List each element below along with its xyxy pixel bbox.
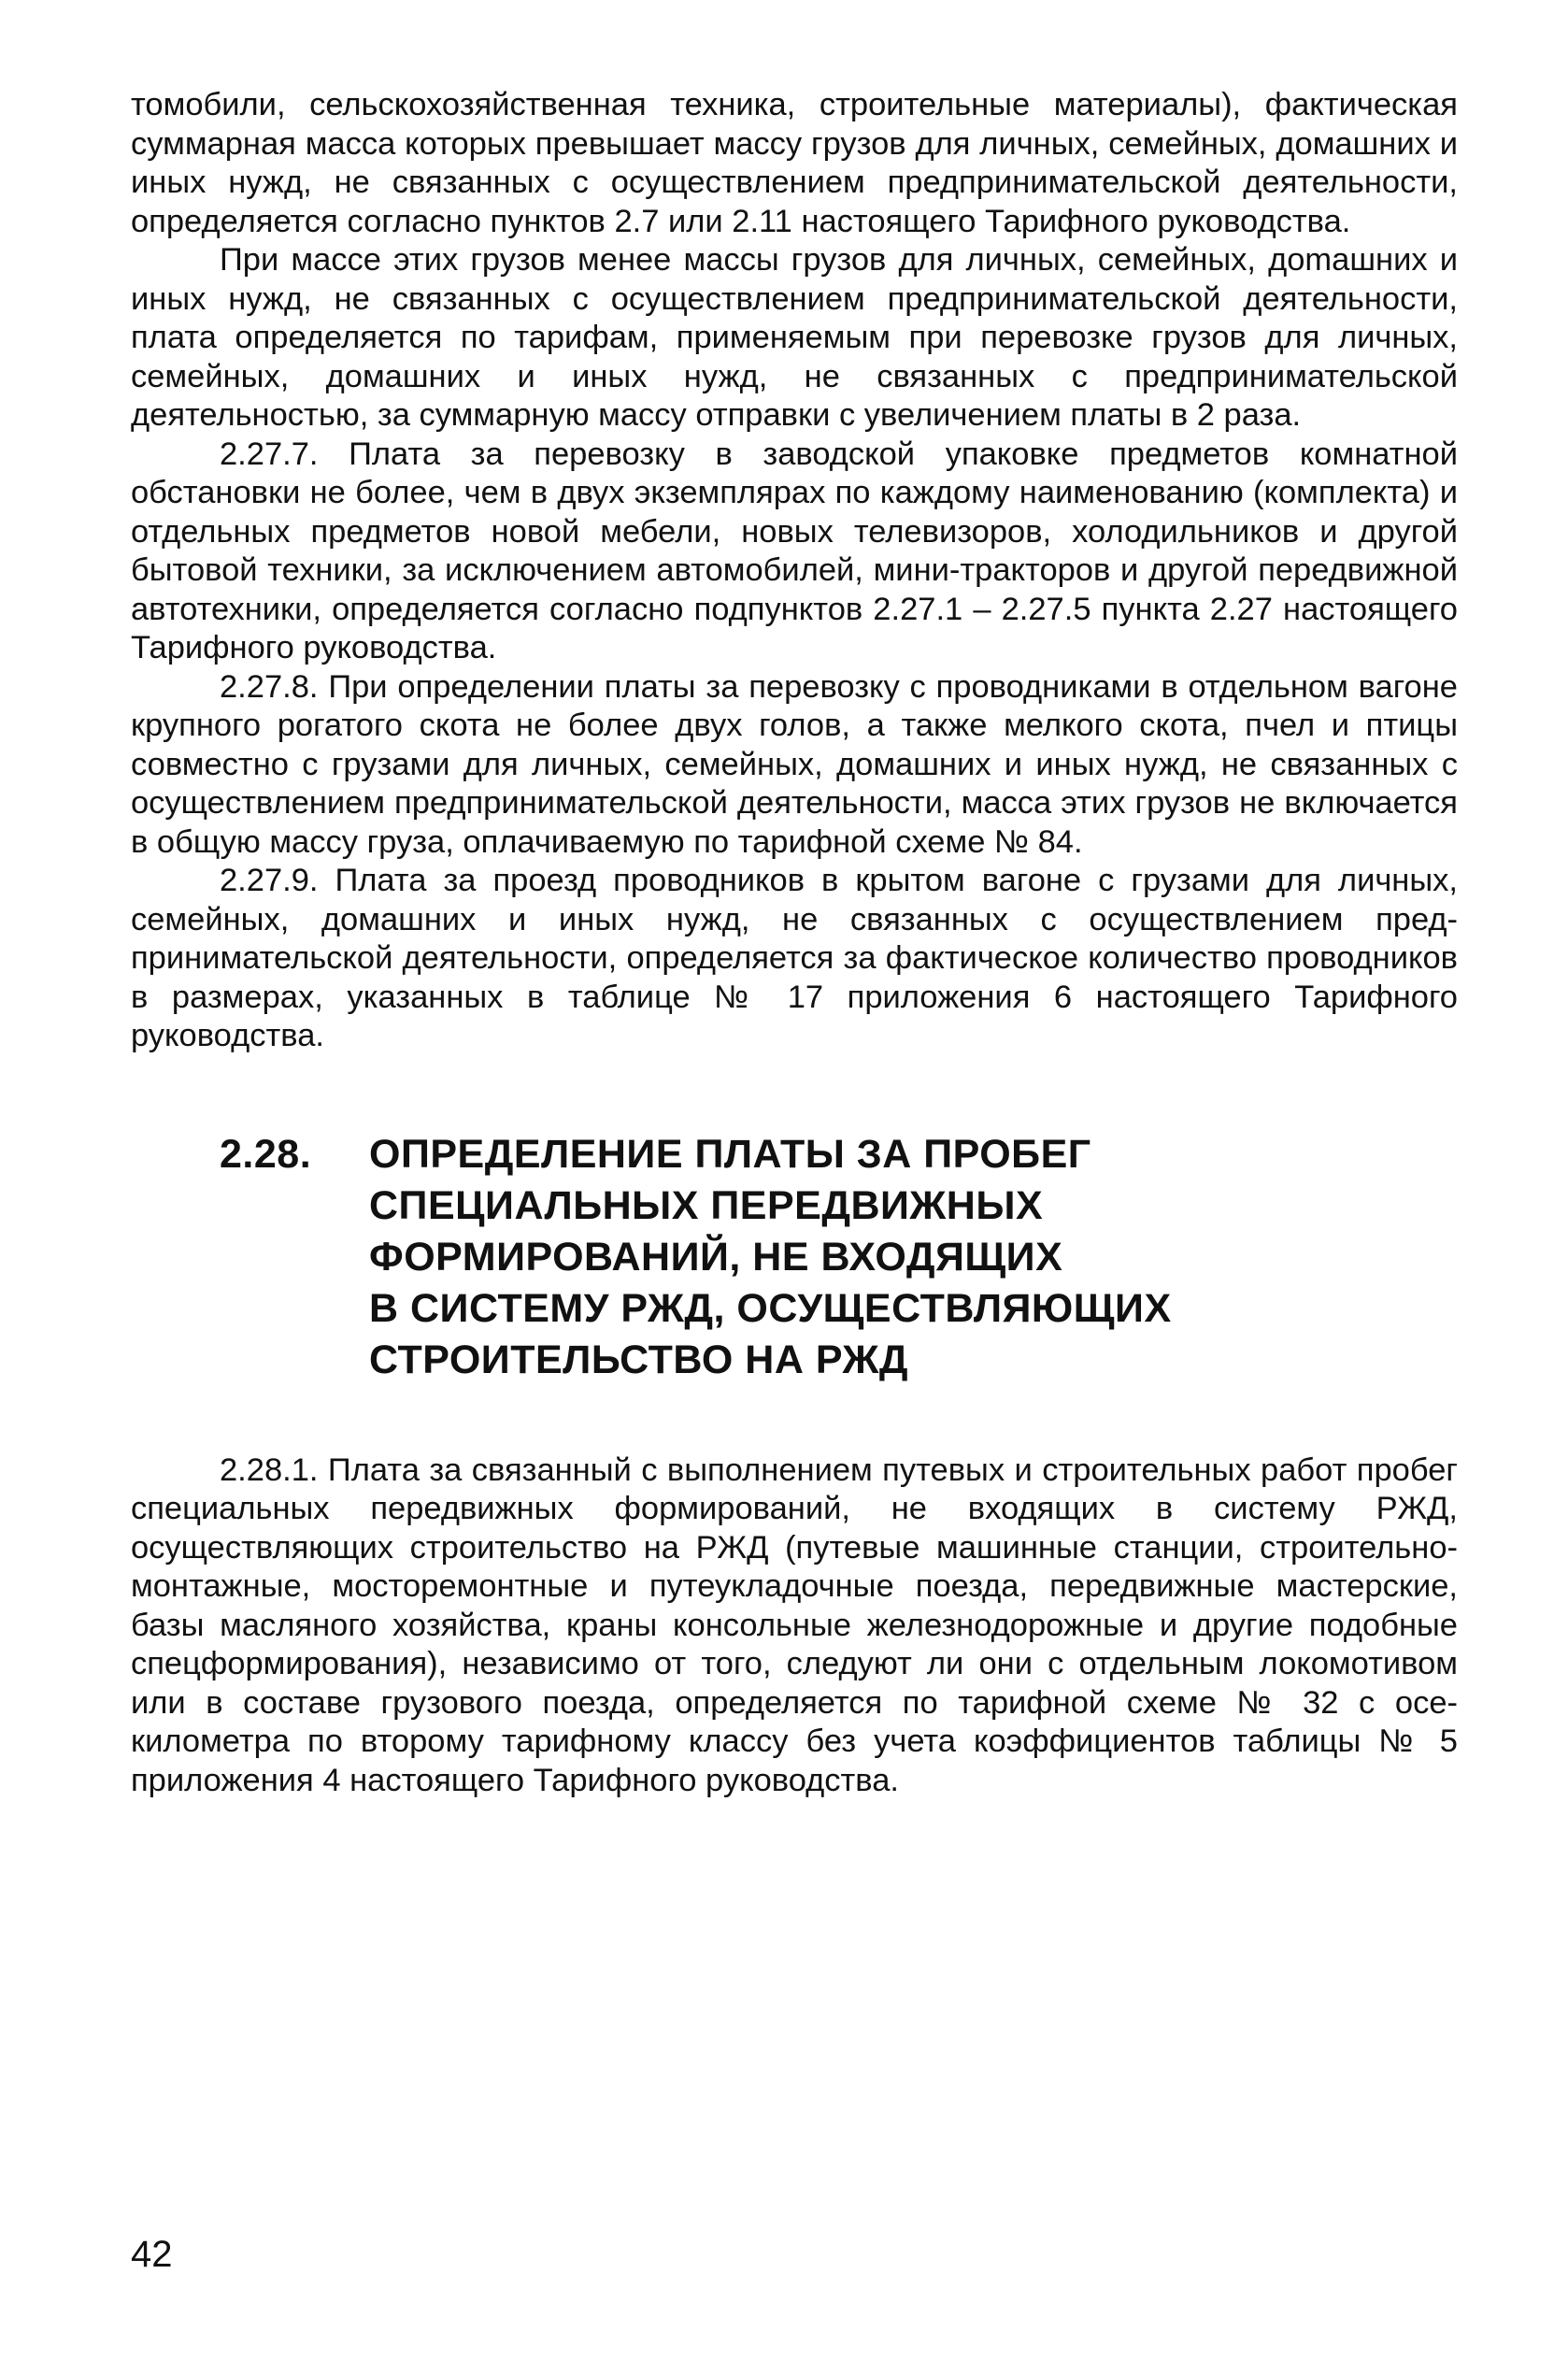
section-title (369, 1129, 1458, 1386)
paragraph-continuation: томобили, сельскохозяйственная техника, строительные материалы), фактическая суммарная масса которых превышает массу грузов для личных, семейных, домашних и иных нужд, не связанных с осуществлением предпринимательской деятельности, определяется согласно пунктов 2.7 или 2.11 настоящего Тарифного руководства. (131, 87, 1458, 239)
section-title-line: СТРОИТЕЛЬСТВО НА РЖД (369, 1337, 908, 1382)
paragraph-2-28-1: 2.28.1. Плата за связанный с выполнением путевых и строительных работ пробег специальных передвижных формирований, не входящих в систему РЖД, осуществляющих строительство на РЖД (путевые машинные станции, строительно-монтажные, мосторемонтные и путеукладочные поезда, передвижные мастерские, базы масляного хозяйства, краны консольные железнодорожные и другие подобные спецформирования), независимо от того, следуют ли они с отдельным локомотивом или в составе грузового поезда, определяется по тарифной схеме № 32 с осе-километра по второму тарифному классу без учета коэффициентов таблицы № 5 приложения 4 настоящего Тарифного руководства. (131, 1452, 1458, 1798)
section-number: 2.28. (220, 1131, 312, 1177)
paragraph-2-27-8: 2.27.8. При определении платы за перевозку с проводниками в отдельном вагоне крупного рогатого скота не более двух голов, а также мелкого скота, пчел и птицы совместно с грузами для личных, семейных, домашних и иных нужд, не связанных с осуществлением предпринимательской деятельности, масса этих грузов не включается в общую массу груза, оплачиваемую по тарифной схеме № 84. (131, 668, 1458, 860)
paragraph-lower-mass: При массе этих грузов менее массы грузов для личных, семейных, доmашних и иных нужд, не связанных с осуществлением предпринимательской деятельности, плата определяется по тарифам, применяемым при перевозке грузов для личных, семейных, домашних и иных нужд, не связанных с предпринимательской деятельностью, за суммарную массу отправки с увеличением платы в 2 раза. (131, 242, 1458, 433)
body-text-top (131, 86, 1458, 1056)
paragraph-2-27-7: 2.27.7. Плата за перевозку в заводской упаковке предметов комнатной обстановки не более, чем в двух экземплярах по каждому наименованию (комплекта) и отдельных предметов новой мебели, новых телевизоров, холодильников и другой бытовой техники, за исключением автомобилей, мини-тракторов и другой передвижной автотехники, определяется согласно подпунктов 2.27.1 – 2.27.5 пункта 2.27 настоящего Тарифного руководства. (131, 436, 1458, 665)
section-title-line: СПЕЦИАЛЬНЫХ ПЕРЕДВИЖНЫХ (369, 1182, 1044, 1228)
section-title-line: ОПРЕДЕЛЕНИЕ ПЛАТЫ ЗА ПРОБЕГ (369, 1131, 1091, 1177)
paragraph-2-27-9: 2.27.9. Плата за проезд проводников в крытом вагоне с грузами для личных, семейных, домашних и иных нужд, не связанных с осуществлением предпринимательской деятельности, определяется за фактическое количество проводников в размерах, указанных в таблице № 17 приложения 6 настоящего Тарифного руководства. (131, 863, 1458, 1053)
section-title-line: ФОРМИРОВАНИЙ, НЕ ВХОДЯЩИХ (369, 1234, 1063, 1280)
section-title-line: В СИСТЕМУ РЖД, ОСУЩЕСТВЛЯЮЩИХ (369, 1285, 1172, 1331)
page-number: 42 (131, 2234, 173, 2275)
body-text-bottom (131, 1452, 1458, 1801)
document-page (131, 86, 1458, 1800)
section-heading (220, 1129, 1458, 1386)
